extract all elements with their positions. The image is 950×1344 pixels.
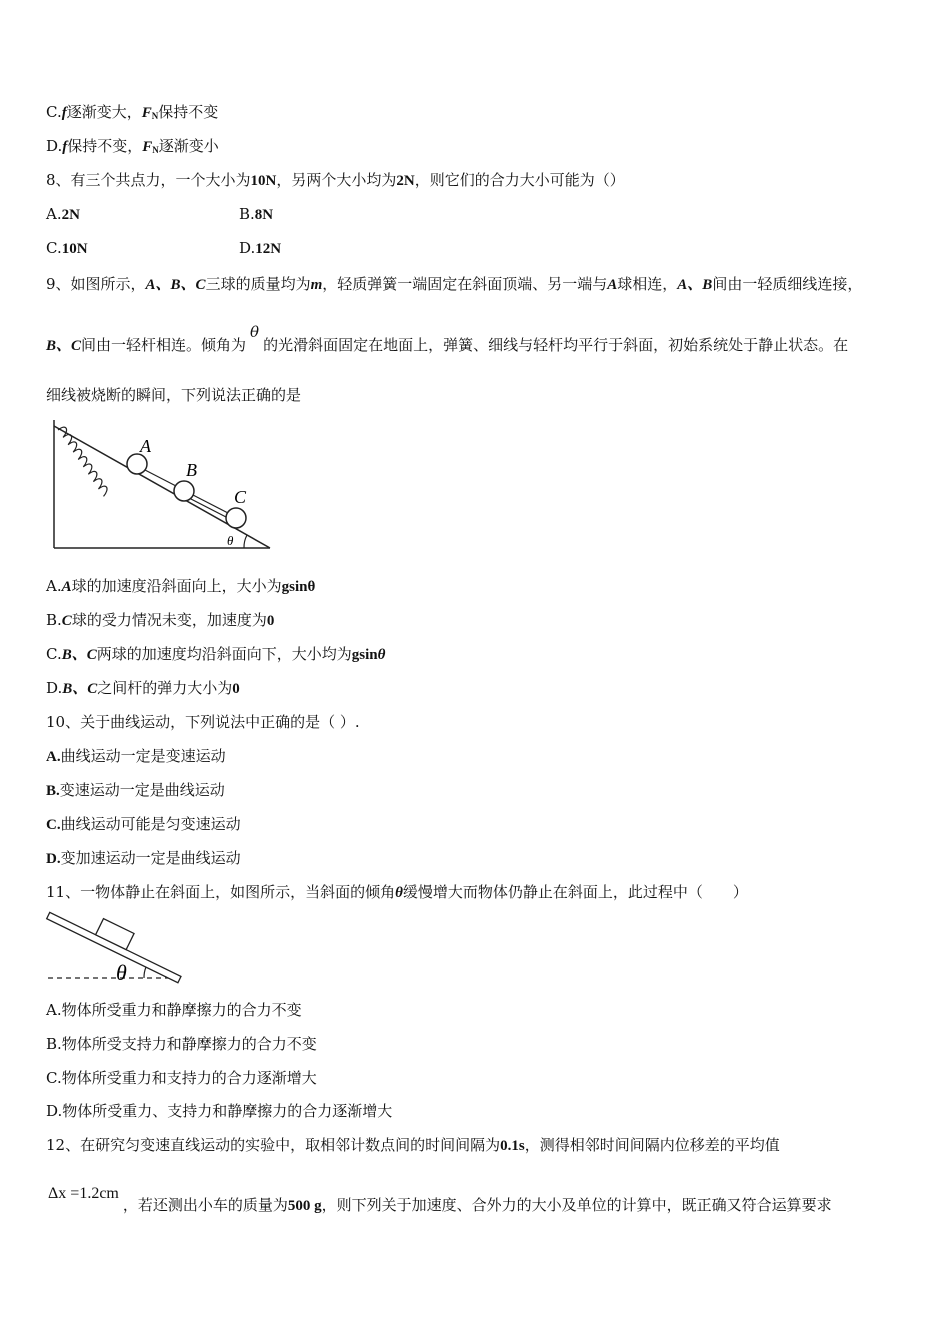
angle-arc [144, 967, 146, 978]
subscript-n: N [151, 111, 159, 121]
stem-text: 12、在研究匀变速直线运动的实验中，取相邻计数点间的时间间隔为 [46, 1136, 501, 1154]
option-value: 0 [232, 681, 240, 697]
stem-text: ，轻质弹簧一端固定在斜面顶端、另一端与 [322, 275, 608, 293]
italic-symbol: B、C [61, 647, 97, 663]
q11-option-d [46, 1101, 392, 1121]
option-text: 逐渐变小 [158, 137, 219, 155]
option-label: D. [46, 1102, 63, 1120]
stem-text: ，若还测出小车的质量为 [122, 1196, 288, 1214]
option-label: C. [46, 239, 62, 257]
option-label: A. [46, 577, 62, 595]
q12-stem-line-1 [46, 1135, 780, 1156]
q7-option-d [46, 136, 219, 160]
q9-option-d [46, 678, 240, 699]
italic-symbol: m [310, 277, 323, 293]
q11-incline-figure [44, 910, 184, 986]
q9-option-b [46, 610, 274, 631]
label-a: A [140, 436, 151, 456]
option-text: 曲线运动可能是匀变速运动 [60, 815, 241, 833]
option-value: 10N [61, 241, 88, 257]
angle-arc [244, 535, 247, 548]
q8-option-c [46, 239, 88, 257]
option-value: 0 [266, 613, 275, 629]
value: 10N [250, 173, 277, 189]
option-text: 物体所受重力和静摩擦力的合力不变 [61, 1001, 302, 1019]
symbol-F: F [142, 139, 153, 155]
q10-option-b [46, 780, 225, 801]
option-label: D. [46, 679, 63, 697]
q9-option-a [46, 576, 315, 597]
italic-symbol: B、C [62, 681, 98, 697]
stem-text: 三球的质量均为 [205, 275, 311, 293]
option-label: B. [239, 205, 255, 223]
option-label: B. [46, 611, 62, 629]
option-label: A. [46, 1001, 62, 1019]
ball-a [127, 454, 147, 474]
q8-options-row-2 [46, 238, 446, 259]
q9-stem-line-3: 细线被烧断的瞬间，下列说法正确的是 [46, 386, 302, 404]
q9-stem-line-1 [46, 274, 862, 295]
stem-text: 间由一轻杆相连。倾角为 [81, 336, 247, 354]
option-label: A. [46, 749, 61, 765]
symbol-f: f [61, 105, 67, 121]
option-value: gsinθ [281, 579, 316, 595]
subscript-n: N [152, 145, 159, 155]
q11-option-a [46, 1000, 302, 1020]
q8-stem [46, 170, 625, 191]
option-text: 物体所受重力、支持力和静摩擦力的合力逐渐增大 [62, 1102, 393, 1120]
q9-incline-figure [48, 420, 278, 555]
option-text: 变速运动一定是曲线运动 [59, 781, 225, 799]
label-theta: θ [116, 960, 127, 985]
stem-text: 间由一轻质细线连接， [712, 275, 863, 293]
option-text: 变加速运动一定是曲线运动 [60, 849, 241, 867]
theta-symbol: θ [377, 647, 386, 663]
option-value: gsin [351, 647, 378, 663]
stem-text: ，则它们的合力大小可能为（） [414, 171, 625, 189]
q8-option-b [239, 204, 273, 225]
stem-text: ，测得相邻时间间隔内位移差的平均值 [524, 1136, 780, 1154]
stem-text: 球相连， [617, 275, 678, 293]
delta-x-formula: Δx =1.2cm [48, 1185, 119, 1202]
q8-option-d [239, 238, 281, 259]
q10-stem: 10、关于曲线运动，下列说法中正确的是（ ）. [46, 713, 360, 731]
rod-bc-2 [191, 499, 226, 517]
q8-option-a [46, 205, 80, 223]
stem-text: 8、有三个共点力，一个大小为 [46, 171, 251, 189]
stem-text: ，另两个大小均为 [276, 171, 397, 189]
q10-option-a [46, 746, 226, 767]
option-text: 保持不变， [67, 137, 143, 155]
italic-symbol: C [61, 613, 72, 629]
italic-symbol: B、C [46, 338, 82, 354]
option-value: 8N [254, 207, 274, 223]
option-text: 两球的加速度均沿斜面向下，大小均为 [96, 645, 352, 663]
option-value: 12N [255, 241, 282, 257]
label-c: C [234, 487, 247, 507]
label-b: B [186, 460, 197, 480]
option-label: C. [46, 645, 62, 663]
stem-text: ，则下列关于加速度、合外力的大小及单位的计算中，既正确又符合运算要求 [321, 1196, 832, 1214]
q11-option-b [46, 1034, 317, 1054]
symbol-F: F [141, 105, 152, 121]
italic-symbol: A、B [677, 277, 713, 293]
rod-bc-1 [193, 495, 228, 513]
option-text: 物体所受重力和支持力的合力逐渐增大 [61, 1069, 317, 1087]
option-label: B. [46, 1035, 62, 1053]
theta-symbol: θ [395, 885, 403, 901]
label-theta: θ [227, 533, 234, 548]
value: 2N [396, 173, 415, 189]
option-label: A. [46, 205, 62, 223]
option-text: 逐渐变大， [66, 103, 142, 121]
ball-c [226, 508, 246, 528]
thread-ab [145, 470, 176, 486]
option-label: D. [46, 137, 63, 155]
q10-option-c [46, 814, 241, 835]
option-label: D. [46, 851, 61, 867]
q12-stem-line-2 [46, 1185, 832, 1216]
option-label: D. [239, 239, 256, 257]
stem-text: 11、一物体静止在斜面上，如图所示，当斜面的倾角 [46, 883, 396, 901]
option-label: B. [46, 783, 60, 799]
q11-stem [46, 882, 748, 903]
value: 500 g [287, 1198, 322, 1214]
italic-symbol: A [61, 579, 72, 595]
q10-option-d [46, 848, 241, 869]
q7-option-c [46, 102, 218, 126]
symbol-f: f [62, 139, 68, 155]
spring [48, 425, 124, 497]
italic-symbol: A、B、C [145, 277, 206, 293]
option-text: 曲线运动一定是变速运动 [60, 747, 226, 765]
q8-options-row-1 [46, 204, 446, 225]
italic-symbol: A [607, 277, 618, 293]
option-label: C. [46, 1069, 62, 1087]
option-label: C. [46, 817, 61, 833]
option-text: 球的受力情况未变，加速度为 [71, 611, 267, 629]
option-text: 球的加速度沿斜面向上，大小为 [71, 577, 282, 595]
stem-text: 的光滑斜面固定在地面上，弹簧、细线与轻杆均平行于斜面，初始系统处于静止状态。在 [263, 336, 849, 354]
ball-b [174, 481, 194, 501]
option-text: 之间杆的弹力大小为 [97, 679, 233, 697]
option-text: 物体所受支持力和静摩擦力的合力不变 [61, 1035, 317, 1053]
theta-symbol: θ [250, 323, 260, 341]
value: 0.1s [500, 1138, 525, 1154]
q9-option-c [46, 644, 385, 665]
option-value: 2N [61, 207, 80, 223]
q9-stem-line-2 [46, 323, 849, 356]
stem-text: 缓慢增大而物体仍静止在斜面上，此过程中（ ） [402, 883, 748, 901]
option-label: C. [46, 103, 62, 121]
q11-option-c [46, 1068, 317, 1088]
option-text: 保持不变 [158, 103, 219, 121]
stem-text: 9、如图所示， [46, 275, 146, 293]
